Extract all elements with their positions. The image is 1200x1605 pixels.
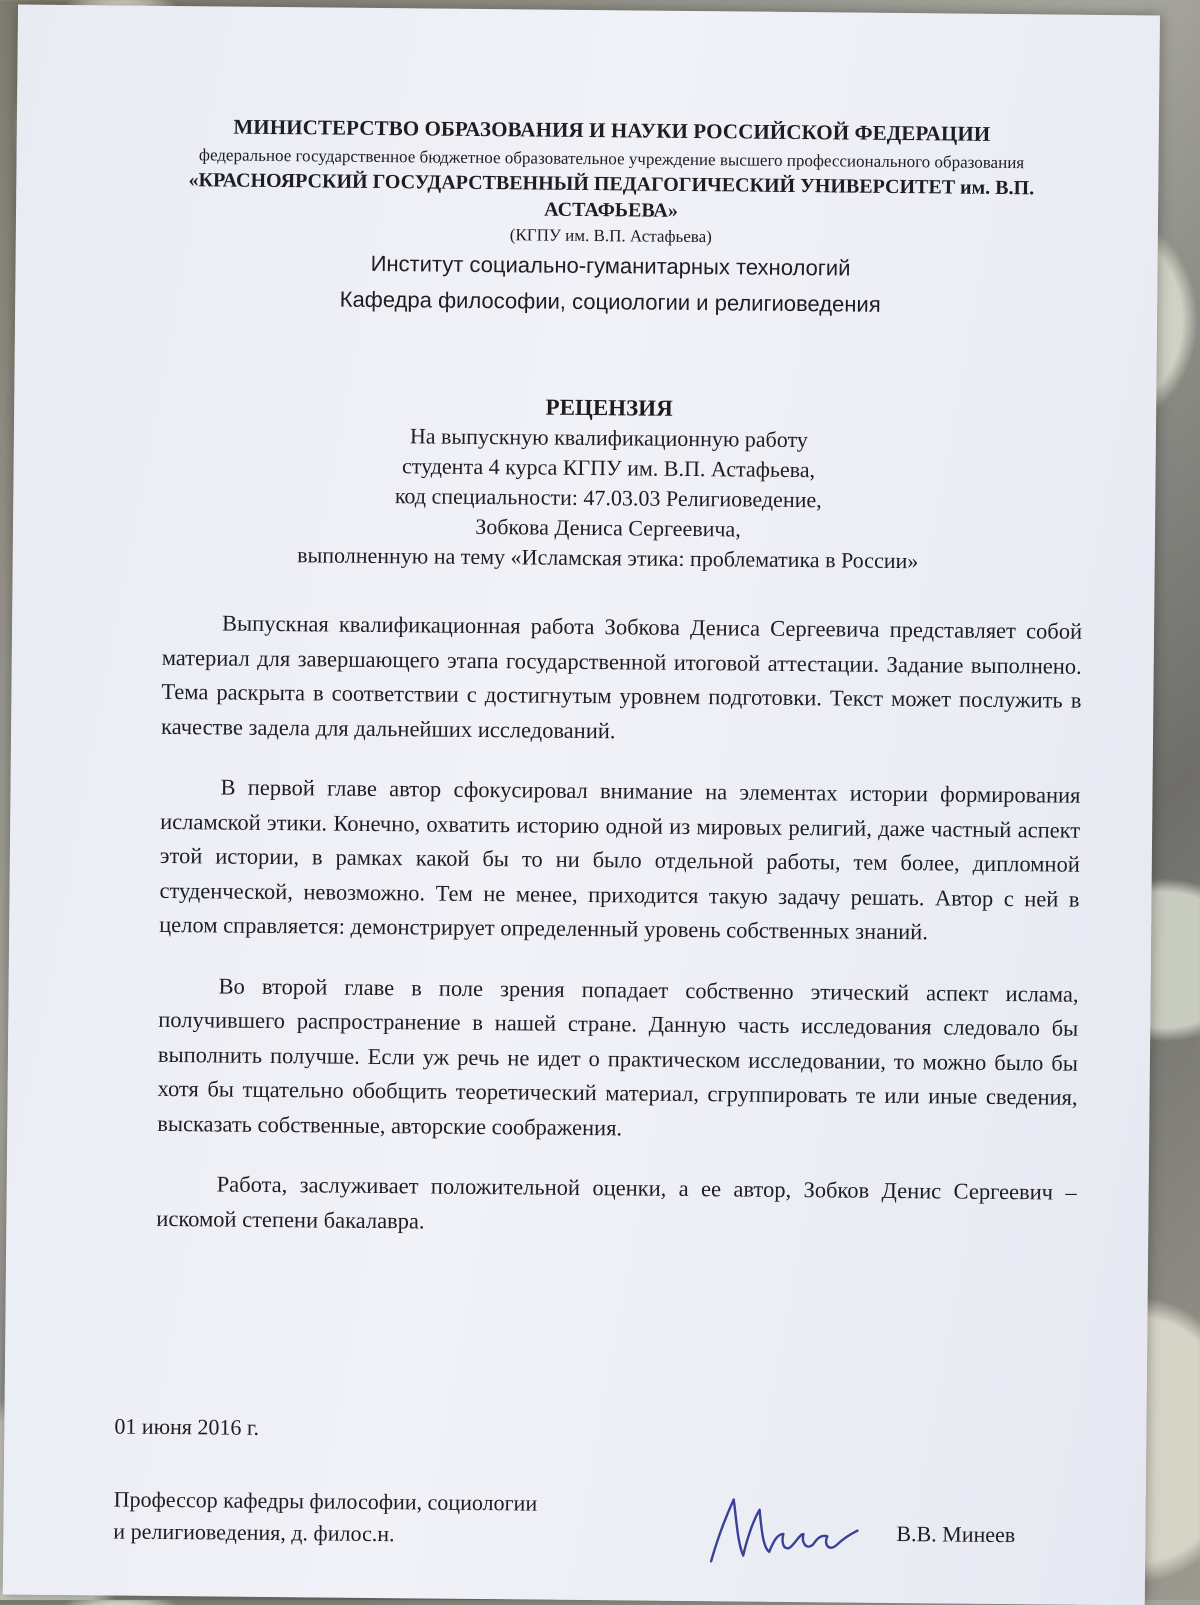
institution-type: федеральное государственное бюджетное образовательное учреждение высшего профессионального образования xyxy=(198,145,1025,173)
body-paragraph: В первой главе автор сфокусировал внимание на элементах истории формирования исламской этики. Конечно, охватить историю одной из мировых религий, даже частный аспект этой истории, в рамках какой бы то ни было отдельной работы, тем более, дипломной студенческой, невозможно. Тем не менее, приходится такую задачу решать. Автор с ней в целом справляется: демонстрирует определенный уровень собственных знаний. xyxy=(159,774,1081,945)
signer-position xyxy=(113,1484,714,1554)
institute-name: Институт социально-гуманитарных технологий xyxy=(370,250,851,281)
review-subtitle-line: выполненную на тему «Исламская этика: проблематика в России» xyxy=(297,542,919,574)
review-body xyxy=(156,606,1082,1271)
signer-position-line: и религиоведения, д. филос.н. xyxy=(113,1518,395,1547)
signer-name: В.В. Минеев xyxy=(896,1521,1016,1548)
review-document-sheet xyxy=(3,5,1160,1605)
review-subtitle-line: код специальности: 47.03.03 Религиоведение, xyxy=(394,483,822,513)
review-title: РЕЦЕНЗИЯ xyxy=(545,394,673,421)
body-paragraph: Выпускная квалификационная работа Зобкова Дениса Сергеевича представляет собой материал для завершающего этапа государственной итоговой аттестации. Задание выполнено. Тема раскрыта в соответствии с достигнутым уровнем подготовки. Текст может послужить в качестве задела для дальнейших исследований. xyxy=(160,610,1083,743)
body-paragraph: Работа, заслуживает положительной оценки, а ее автор, Зобков Денис Сергеевич – искомой степени бакалавра. xyxy=(156,1171,1077,1233)
review-date: 01 июня 2016 г. xyxy=(114,1413,260,1440)
review-subtitle-line: Зобкова Дениса Сергеевича, xyxy=(475,513,741,542)
review-title-block xyxy=(173,389,1045,577)
review-subtitle-line: На выпускную квалификационную работу xyxy=(409,423,808,453)
review-subtitle-line: студента 4 курса КГПУ им. В.П. Астафьева, xyxy=(401,453,816,483)
signer-position-line: Профессор кафедры философии, социологии xyxy=(113,1486,538,1516)
university-name: «КРАСНОЯРСКИЙ ГОСУДАРСТВЕННЫЙ ПЕДАГОГИЧЕСКИЙ УНИВЕРСИТЕТ им. В.П. АСТАФЬЕВА» xyxy=(188,169,1035,222)
body-paragraph: Во второй главе в поле зрения попадает собственно этический аспект ислама, получившего распространение в нашей стране. Данную часть исследования следовало бы выполнить получше. Если уж речь не идет о практическом исследовании, то можно было бы хотя бы тщательно обобщить теоретический материал, сгруппировать те или иные сведения, высказать собственные, авторские соображения. xyxy=(157,972,1079,1140)
document-header xyxy=(175,114,1047,324)
ministry-name: МИНИСТЕРСТВО ОБРАЗОВАНИЯ И НАУКИ РОССИЙСКОЙ ФЕДЕРАЦИИ xyxy=(233,114,991,146)
university-abbreviation: (КГПУ им. В.П. Астафьева) xyxy=(509,225,712,247)
handwritten-signature xyxy=(703,1489,864,1571)
department-name: Кафедра философии, социологии и религиоведения xyxy=(339,286,881,317)
